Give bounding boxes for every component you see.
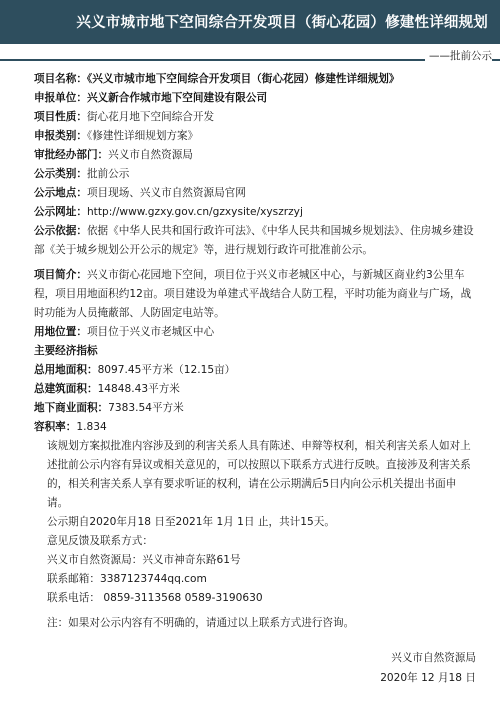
- indicators-heading: 主要经济指标: [34, 345, 98, 357]
- field-project-intro: [34, 266, 474, 323]
- field-value: 兴义新合作城市地下空间建设有限公司: [86, 92, 268, 104]
- notice-url-link[interactable]: http://www.gzxy.gov.cn/gzxysite/xyszrzyj: [86, 206, 303, 218]
- field-label: 项目简介：: [34, 269, 87, 281]
- announcement-body: [34, 70, 474, 633]
- field-project-name: [34, 70, 474, 89]
- announcement-type-tag: ——批前公示: [425, 48, 492, 63]
- indicator-label: 容积率：: [34, 421, 77, 433]
- field-label: 公示网址：: [34, 206, 87, 218]
- notice-period: 公示期自2020年月18 日至2021年 1月 1日 止，共计15天。: [47, 516, 335, 528]
- field-value: 项目现场、兴义市自然资源局官网: [86, 187, 246, 199]
- field-value: 批前公示: [86, 168, 130, 180]
- field-label: 项目名称：: [34, 73, 87, 85]
- header-banner: [0, 0, 500, 44]
- indicator-plot-ratio: [34, 418, 474, 437]
- field-value: 依据《中华人民共和国行政许可法》、《中华人民共和国城乡规划法》、住房城乡建设部《关于城乡规划公开公示的规定》等，进行规划行政许可批准前公示。: [34, 225, 474, 256]
- field-notice-basis: [34, 222, 474, 260]
- field-project-nature: [34, 108, 474, 127]
- signature-org: 兴义市自然资源局: [391, 652, 476, 664]
- contact-heading: 意见反馈及联系方式：: [47, 535, 153, 547]
- field-notice-location: [34, 184, 474, 203]
- field-label: 项目性质：: [34, 111, 87, 123]
- field-application-type: [34, 127, 474, 146]
- indicator-label: 总用地面积：: [34, 364, 98, 376]
- field-label: 审批经办部门：: [34, 149, 109, 161]
- field-label: 公示地点：: [34, 187, 87, 199]
- field-value: 《修建性详细规划方案》: [86, 130, 199, 142]
- contact-email[interactable]: 联系邮箱：3387123744qq.com: [47, 573, 207, 585]
- field-value: 《兴义市城市地下空间综合开发项目（街心花园）修建性详细规划》: [86, 73, 400, 85]
- indicator-value: 1.834: [76, 421, 107, 433]
- field-value: 项目位于兴义市老城区中心: [86, 326, 215, 338]
- field-value: 兴义市街心花园地下空间，项目位于兴义市老城区中心，与新城区商业约3公里车程，项目用地面积约12亩。项目建设为单建式平战结合人防工程，平时功能为商业与广场，战时功能为人员掩蔽部、人防固定电站等。: [34, 269, 472, 319]
- field-notice-url: [34, 203, 474, 222]
- contact-address: 兴义市自然资源局：兴义市神奇东路61号: [47, 554, 241, 566]
- indicator-total-floor-area: [34, 380, 474, 399]
- footnote: 注：如果对公示内容有不明确的，请通过以上联系方式进行咨询。: [47, 617, 355, 629]
- signature-block: [296, 648, 476, 688]
- indicator-label: 总建筑面积：: [34, 383, 98, 395]
- indicator-value: 7383.54平方米: [108, 402, 184, 414]
- indicator-value: 8097.45平方米（12.15亩）: [97, 364, 236, 376]
- signature-date: 2020年 12 月18 日: [380, 672, 476, 684]
- field-label: 用地位置：: [34, 326, 87, 338]
- field-label: 公示类别：: [34, 168, 87, 180]
- field-notice-type: [34, 165, 474, 184]
- indicator-label: 地下商业面积：: [34, 402, 109, 414]
- indicator-underground-commercial-area: [34, 399, 474, 418]
- contact-phone: 联系电话： 0859-3113568 0589-3190630: [47, 592, 263, 604]
- field-value: 兴义市自然资源局: [108, 149, 193, 161]
- field-label: 申报单位：: [34, 92, 87, 104]
- notice-paragraph: 该规划方案拟批准内容涉及到的利害关系人具有陈述、申辩等权利，相关利害关系人如对上述批前公示内容有异议或相关意见的，可以按照以下联系方式进行反映。直接涉及利害关系的，相关利害关系人享有要求听证的权利，请在公示期满后5日内向公示机关提出书面申请。: [47, 440, 471, 509]
- field-applicant: [34, 89, 474, 108]
- page-title: 兴义市城市地下空间综合开发项目（街心花园）修建性详细规划: [76, 15, 488, 31]
- indicator-total-land-area: [34, 361, 474, 380]
- field-approval-department: [34, 146, 474, 165]
- field-site-location: [34, 323, 474, 342]
- field-value: 街心花月地下空间综合开发: [86, 111, 215, 123]
- indicator-value: 14848.43平方米: [97, 383, 180, 395]
- field-label: 申报类别：: [34, 130, 87, 142]
- field-label: 公示依据：: [34, 225, 87, 237]
